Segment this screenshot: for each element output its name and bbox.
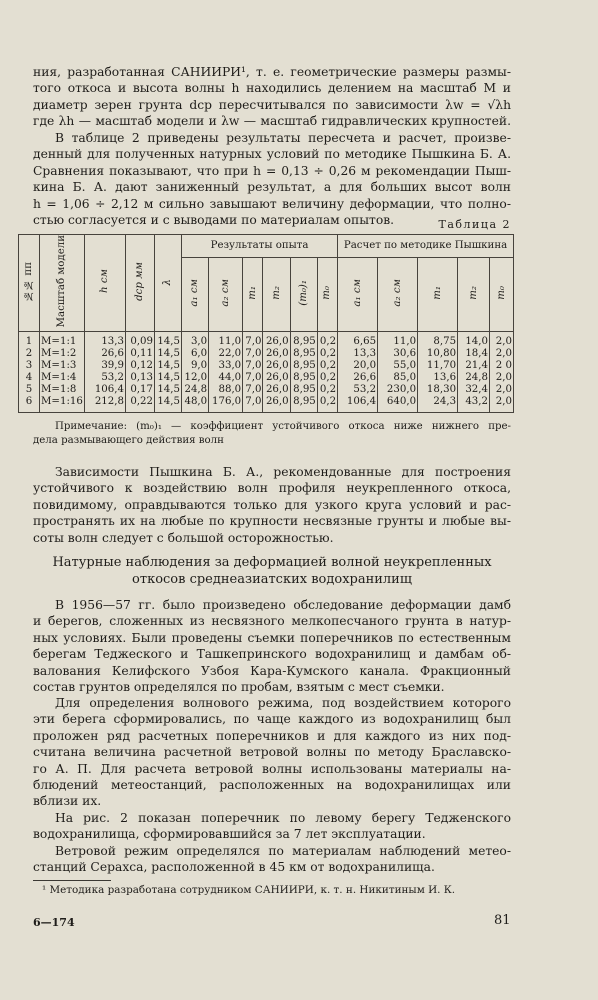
text-line: повидимому, оправдываются только для узкого круга условий и рас- (33, 497, 511, 512)
text-line: денный для полученных натурных условий по методике Пышкина Б. А. (33, 147, 511, 162)
table-cell: 176,0 (209, 396, 243, 413)
text-line: соты волн следует с большой осторожностью. (33, 530, 334, 545)
table-row (19, 332, 514, 349)
table-cell: 2,0 (490, 372, 514, 384)
table-cell: 106,4 (338, 396, 378, 413)
col-header: m₂ (458, 258, 490, 332)
table-cell: 0,2 (317, 384, 337, 396)
table-cell: 6 (19, 396, 40, 413)
table-cell: 11,0 (209, 332, 243, 349)
col-header: a₂ см (209, 258, 243, 332)
table-cell: М=1:1 (40, 332, 85, 349)
table-cell: 24,8 (458, 372, 490, 384)
text-line: кина Б. А. дают заниженный результат, а для больших высот волн (33, 180, 511, 195)
heading-line: Натурные наблюдения за деформацией волной неукрепленных (52, 555, 492, 570)
table-cell: 85,0 (378, 372, 418, 384)
table-cell: 0,13 (126, 372, 155, 384)
table-cell: 26,6 (85, 348, 126, 360)
text-line: Зависимости Пышкина Б. А., рекомендованные для построения (55, 465, 511, 479)
table-row (19, 360, 514, 372)
table-cell: 0,2 (317, 360, 337, 372)
text-line: В 1956—57 гг. было произведено обследование деформации дамб (55, 598, 511, 612)
table-cell: 0,09 (126, 332, 155, 349)
table-cell: 18,4 (458, 348, 490, 360)
table-cell: 8,95 (290, 348, 317, 360)
table-cell: 53,2 (85, 372, 126, 384)
table-cell: 8,95 (290, 396, 317, 413)
table-cell: 26,0 (263, 396, 290, 413)
table-cell: 26,0 (263, 360, 290, 372)
section-heading (33, 554, 511, 588)
table-cell: 0,2 (317, 396, 337, 413)
table-cell: 5 (19, 384, 40, 396)
paragraph-pyshkin (33, 464, 511, 546)
table-cell: 0,12 (126, 360, 155, 372)
table-cell: 2 0 (490, 360, 514, 372)
table-cell: 39,9 (85, 360, 126, 372)
table-cell: 106,4 (85, 384, 126, 396)
table-cell: 2,0 (490, 348, 514, 360)
table-cell: 7,0 (243, 396, 263, 413)
text-line: В таблице 2 приведены результаты пересчета и расчет, произве- (55, 131, 511, 145)
col-header-scale: Масштаб модели (40, 235, 85, 332)
table-cell: М=1:3 (40, 360, 85, 372)
footnote-rule (33, 880, 111, 881)
table-cell: 8,75 (418, 332, 458, 349)
table-cell: 9,0 (182, 360, 209, 372)
table-cell: М=1:8 (40, 384, 85, 396)
col-header: a₁ см (182, 258, 209, 332)
table-cell: 14,5 (155, 360, 182, 372)
table-cell: 230,0 (378, 384, 418, 396)
text-line: Для определения волнового режима, под воздействием которого (55, 696, 511, 710)
table-cell: М=1:16 (40, 396, 85, 413)
col-header: m₁ (418, 258, 458, 332)
table-cell: 4 (19, 372, 40, 384)
table-cell: 640,0 (378, 396, 418, 413)
group-header-results: Результаты опыта (182, 235, 338, 258)
table-cell: 13,6 (418, 372, 458, 384)
text-line: пространять их на любые по крупности несвязные грунты и любые вы- (33, 514, 511, 529)
col-header-number: №№ пп (19, 235, 40, 332)
text-line: Примечание: (m₀)₁ — коэффициент устойчивого откоса ниже нижнего пре- (55, 421, 511, 432)
text-line: Ветровой режим определялся по материалам наблюдений метео- (55, 844, 511, 858)
table-cell: 30,6 (378, 348, 418, 360)
text-line: ния, разработанная САНИИРИ¹, т. е. геометрические размеры размы- (33, 65, 511, 79)
table-cell: 33,0 (209, 360, 243, 372)
table-cell: 8,95 (290, 384, 317, 396)
table-cell: 43,2 (458, 396, 490, 413)
table-cell: 0,2 (317, 332, 337, 349)
table-cell: 3,0 (182, 332, 209, 349)
text-line: состав грунтов определялся по пробам, взятым с мест съемки. (33, 680, 445, 695)
col-header: m₀ (317, 258, 337, 332)
col-header: a₂ см (378, 258, 418, 332)
paragraph-survey (33, 597, 511, 695)
table-cell: 21,4 (458, 360, 490, 372)
table-cell: 44,0 (209, 372, 243, 384)
table-row (19, 384, 514, 396)
heading-line: откосов среднеазиатских водохранилищ (132, 572, 412, 587)
table-cell: 6,0 (182, 348, 209, 360)
table-cell: 7,0 (243, 384, 263, 396)
table-cell: 24,8 (182, 384, 209, 396)
table-cell: 13,3 (338, 348, 378, 360)
table-cell: 1 (19, 332, 40, 349)
table-cell: 2,0 (490, 332, 514, 349)
table-row (19, 348, 514, 360)
table-cell: 0,17 (126, 384, 155, 396)
table-cell: 18,30 (418, 384, 458, 396)
text-line: и берегов, сложенных из несвязного мелкопесчаного грунта в натур- (33, 614, 511, 629)
table-cell: 2,0 (490, 396, 514, 413)
table-cell: 12,0 (182, 372, 209, 384)
table-caption: Таблица 2 (438, 218, 511, 231)
table-row (19, 396, 514, 413)
table-cell: 55,0 (378, 360, 418, 372)
table-cell: 7,0 (243, 360, 263, 372)
col-header-h: h см (85, 235, 126, 332)
table-cell: 14,5 (155, 384, 182, 396)
text-line: стью согласуется и с выводами по материалам опытов. (33, 213, 395, 228)
col-header: a₁ см (338, 258, 378, 332)
table-cell: 8,95 (290, 332, 317, 349)
table-cell: 11,70 (418, 360, 458, 372)
table-cell: 0,2 (317, 348, 337, 360)
table-cell: 7,0 (243, 332, 263, 349)
table-cell: 88,0 (209, 384, 243, 396)
table-cell: 212,8 (85, 396, 126, 413)
table-cell: 26,6 (338, 372, 378, 384)
col-header: m₀ (490, 258, 514, 332)
text-line: блюдений метеостанций, расположенных на водохранилищах или (33, 778, 511, 793)
col-header: (m₀)₁ (290, 258, 317, 332)
paragraph-wave-regime (33, 695, 511, 810)
table-cell: 53,2 (338, 384, 378, 396)
table-cell: 3 (19, 360, 40, 372)
footnote: ¹ Методика разработана сотрудником САНИИРИ, к. т. н. Никитиным И. К. (42, 884, 456, 896)
table-cell: М=1:2 (40, 348, 85, 360)
group-header-calculation: Расчет по методике Пышкина (338, 235, 514, 258)
table-cell: 2 (19, 348, 40, 360)
text-line: того откоса и высота волны h находились делением на масштаб M и (33, 81, 511, 96)
text-line: валования Келифского Узбоя Кара-Кумского канала. Фракционный (33, 663, 511, 678)
table-cell: 26,0 (263, 372, 290, 384)
col-header: m₂ (263, 258, 290, 332)
table-cell: 0,2 (317, 372, 337, 384)
table-cell: 14,5 (155, 348, 182, 360)
text-line: устойчивого к воздействию волн профиля неукрепленного откоса, (33, 481, 511, 496)
table-cell: 0,11 (126, 348, 155, 360)
table-cell: 7,0 (243, 372, 263, 384)
table-cell: 8,95 (290, 360, 317, 372)
table-cell: 32,4 (458, 384, 490, 396)
table-cell: М=1:4 (40, 372, 85, 384)
table-row (19, 372, 514, 384)
page-number: 81 (494, 913, 511, 928)
text-line: h = 1,06 ÷ 2,12 м сильно завышают величину деформации, что полно- (33, 196, 511, 211)
table-cell: 2,0 (490, 384, 514, 396)
paragraph-method (33, 64, 511, 130)
table-cell: 8,95 (290, 372, 317, 384)
table-cell: 14,5 (155, 396, 182, 413)
table-cell: 0,22 (126, 396, 155, 413)
text-line: берегам Теджеского и Ташкепринского водохранилищ и дамбам об- (33, 647, 511, 662)
table-cell: 22,0 (209, 348, 243, 360)
table-cell: 26,0 (263, 348, 290, 360)
text-line: го А. П. Для расчета ветровой волны использованы материалы на- (33, 761, 511, 776)
table-cell: 14,5 (155, 372, 182, 384)
text-line: эти берега сформировались, по чаще каждого из водохранилищ был (33, 712, 511, 727)
table-cell: 7,0 (243, 348, 263, 360)
paragraph-figure-ref (33, 810, 511, 843)
text-line: где λh — масштаб модели и λw — масштаб гидравлических крупностей. (33, 114, 511, 129)
text-line: На рис. 2 показан поперечник по левому берегу Тедженского (55, 811, 511, 825)
text-line: станций Серахса, расположенной в 45 км от водохранилища. (33, 860, 435, 875)
results-table (18, 234, 514, 413)
text-line: вблизи их. (33, 794, 102, 809)
table-note (33, 420, 511, 447)
text-line: диаметр зерен грунта dср пересчитывался по зависимости λw = √λh (33, 97, 511, 112)
text-line: Сравнения показывают, что при h = 0,13 ÷ 0,26 м рекомендации Пыш- (33, 163, 511, 178)
table-cell: 26,0 (263, 332, 290, 349)
text-line: ных условиях. Были проведены съемки поперечников по естественным (33, 630, 511, 645)
text-line: считана величина расчетной ветровой волны по методу Браславско- (33, 745, 511, 760)
table-cell: 11,0 (378, 332, 418, 349)
table-cell: 14,0 (458, 332, 490, 349)
table-cell: 24,3 (418, 396, 458, 413)
paragraph-comparison (33, 130, 511, 228)
col-header-lambda: λ (155, 235, 182, 332)
text-line: дела размывающего действия волн (33, 434, 224, 446)
text-line: водохранилища, сформировавшийся за 7 лет эксплуатации. (33, 827, 426, 842)
table-cell: 14,5 (155, 332, 182, 349)
col-header-dcp: dср мм (126, 235, 155, 332)
table-cell: 6,65 (338, 332, 378, 349)
table-cell: 13,3 (85, 332, 126, 349)
signature-mark: 6—174 (33, 916, 75, 929)
table-cell: 26,0 (263, 384, 290, 396)
text-line: проложен ряд расчетных поперечников и для каждого из них под- (33, 728, 511, 743)
col-header: m₁ (243, 258, 263, 332)
paragraph-wind (33, 843, 511, 876)
table-cell: 20,0 (338, 360, 378, 372)
table-cell: 10,80 (418, 348, 458, 360)
table-cell: 48,0 (182, 396, 209, 413)
